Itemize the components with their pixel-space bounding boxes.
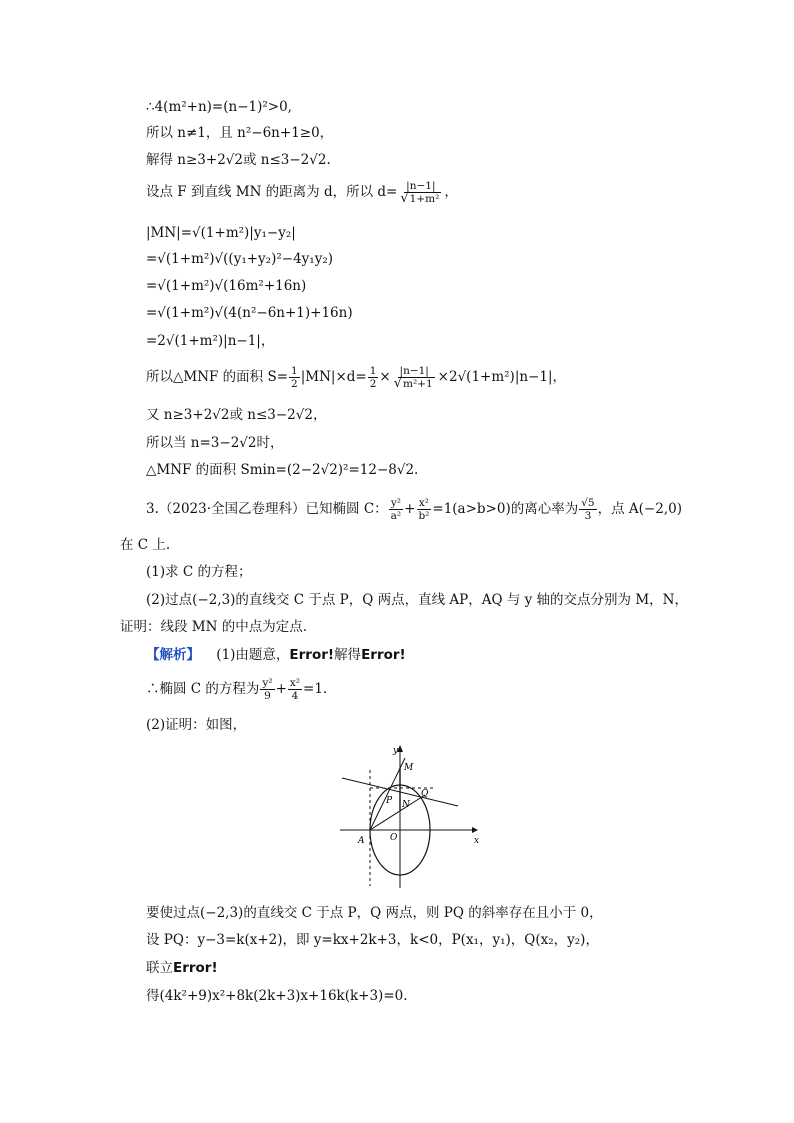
text-line: 所以当 n=3−2√2时， bbox=[146, 435, 284, 451]
fraction bbox=[579, 497, 596, 522]
fraction bbox=[288, 677, 302, 702]
fraction bbox=[416, 497, 431, 522]
fraction-numerator: 1 bbox=[369, 365, 377, 377]
text-line: 所以 n≠1，且 n²−6n+1≥0， bbox=[146, 125, 334, 141]
label-a: A bbox=[358, 836, 365, 846]
fraction-denominator: 3 bbox=[584, 510, 592, 522]
text-span: =1. bbox=[303, 681, 328, 697]
text-line: =√(1+m²)√(16m²+16n) bbox=[146, 278, 307, 294]
text-span: 设点 F 到直线 MN 的距离为 d，所以 d= bbox=[146, 184, 398, 200]
text-span: ，点 A(−2,0) bbox=[597, 501, 682, 517]
fraction-numerator: y² bbox=[262, 677, 273, 689]
error-text: Error! bbox=[361, 647, 406, 663]
text-span: |MN|×d= bbox=[300, 369, 367, 385]
text-line: 设 PQ：y−3=k(x+2)，即 y=kx+2k+3，k<0，P(x₁，y₁)，Q(x₂，y₂)， bbox=[146, 932, 599, 948]
fraction bbox=[398, 180, 443, 205]
text-line: △MNF 的面积 Smin=(2−2√2)²=12−8√2. bbox=[146, 462, 419, 478]
text-line: 又 n≥3+2√2或 n≤3−2√2， bbox=[146, 407, 327, 423]
fraction-denominator: b² bbox=[418, 510, 430, 522]
area-formula-line bbox=[146, 365, 566, 390]
fraction-denominator: 2 bbox=[369, 378, 377, 390]
label-m: M bbox=[404, 763, 414, 773]
fraction-denominator: √m²+1 bbox=[393, 376, 433, 391]
fraction-numerator: x² bbox=[289, 677, 301, 689]
fraction bbox=[368, 365, 379, 390]
text-span: × bbox=[379, 369, 391, 385]
fraction-denominator: 2 bbox=[291, 378, 298, 390]
text-line: =√(1+m²)√(4(n²−6n+1)+16n) bbox=[146, 305, 353, 321]
text-span: 解得 bbox=[334, 647, 362, 663]
problem-statement-line: 3.（2023·全国乙卷理科）已知椭圆 C： $\frac{\text{y²}}{\text{a²}}$ + $\frac{\text{x²}}{\text{b²}}$ =1(a>b>0)的离心率为 $\frac{√5}{3}$ ，点 A(−2,0) bbox=[146, 497, 682, 522]
fraction-numerator: √5 bbox=[581, 497, 595, 509]
fraction bbox=[389, 497, 403, 522]
fraction-denominator: √1+m² bbox=[400, 191, 440, 206]
fraction-numerator: |n−1| bbox=[406, 180, 436, 192]
fraction bbox=[260, 677, 274, 702]
text-span: 所以△MNF 的面积 S= bbox=[146, 369, 289, 385]
text-line: (2)证明：如图， bbox=[146, 717, 247, 733]
label-o: O bbox=[390, 833, 398, 843]
fraction-numerator: y² bbox=[390, 497, 401, 509]
error-text: Error! bbox=[289, 647, 335, 663]
text-span: (1)由题意， bbox=[216, 647, 290, 663]
text-span: ×2√(1+m²)|n−1|， bbox=[437, 369, 567, 385]
solution-line bbox=[146, 646, 406, 664]
label-n: N bbox=[402, 800, 410, 810]
label-p: P bbox=[386, 796, 393, 806]
solution-label: 【解析】 bbox=[146, 647, 200, 663]
text-line: (2)过点(−2,3)的直线交 C 于点 P，Q 两点，直线 AP，AQ 与 y 轴的交点分别为 M，N， bbox=[146, 592, 688, 608]
distance-formula-line bbox=[146, 180, 458, 205]
text-span: =1(a>b>0)的离心率为 bbox=[432, 501, 579, 517]
text-line: ∴4(m²+n)=(n−1)²>0, bbox=[146, 99, 292, 115]
fraction bbox=[392, 365, 437, 390]
fraction bbox=[289, 365, 300, 390]
label-y: y bbox=[393, 746, 399, 756]
text-line: |MN|=√(1+m²)|y₁−y₂| bbox=[146, 225, 296, 241]
text-line: 解得 n≥3+2√2或 n≤3−2√2. bbox=[146, 152, 331, 168]
text-line: 在 C 上. bbox=[120, 537, 171, 553]
text-span: 联立 bbox=[146, 960, 173, 976]
fraction-numerator: x² bbox=[418, 497, 429, 509]
text-span: ， bbox=[444, 184, 458, 200]
error-text: Error! bbox=[173, 960, 218, 976]
text-line: =2√(1+m²)|n−1|， bbox=[146, 333, 275, 349]
text-line: 得(4k²+9)x²+8k(2k+3)x+16k(k+3)=0. bbox=[146, 988, 408, 1004]
system-line bbox=[146, 959, 218, 977]
ellipse-diagram bbox=[336, 740, 482, 890]
label-x: x bbox=[474, 836, 480, 846]
ellipse-equation-line: ∴椭圆 C 的方程为 $\frac{\text{y²}}{9}$ + $\frac{\text{x²}}{4}$ =1. bbox=[146, 677, 328, 702]
label-q: Q bbox=[421, 789, 429, 799]
text-line: 证明：线段 MN 的中点为定点. bbox=[120, 619, 308, 635]
x-axis-arrow-icon bbox=[472, 827, 478, 833]
text-span: 3.（2023·全国乙卷理科）已知椭圆 C： bbox=[146, 501, 388, 517]
fraction-denominator: 9 bbox=[264, 690, 271, 702]
fraction-numerator: |n−1| bbox=[399, 365, 429, 377]
fraction-denominator: a² bbox=[390, 510, 402, 522]
text-line: (1)求 C 的方程； bbox=[146, 564, 252, 580]
text-line: =√(1+m²)√((y₁+y₂)²−4y₁y₂) bbox=[146, 251, 334, 267]
fraction-denominator: 4 bbox=[291, 690, 299, 702]
text-line: 要使过点(−2,3)的直线交 C 于点 P，Q 两点，则 PQ 的斜率存在且小于 0， bbox=[146, 905, 603, 921]
text-span: ∴椭圆 C 的方程为 bbox=[146, 681, 260, 697]
fraction-numerator: 1 bbox=[291, 365, 298, 377]
